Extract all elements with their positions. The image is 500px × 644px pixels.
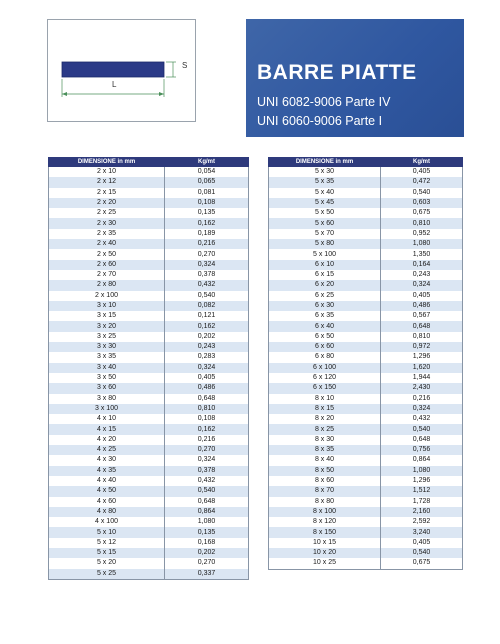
weight-cell: 0,405 [381,538,463,548]
table-row [49,260,249,270]
dimension-cell: 2 x 25 [49,208,165,218]
table-row [49,445,249,455]
weight-cell: 0,164 [381,260,463,270]
table-row [49,321,249,331]
weight-cell: 0,405 [165,373,249,383]
table-body [49,167,249,580]
table-row [49,394,249,404]
dimension-cell: 8 x 80 [269,497,381,507]
dimension-cell: 4 x 80 [49,507,165,517]
dimension-cell: 3 x 10 [49,301,165,311]
dimension-cell: 6 x 10 [269,260,381,270]
table-row [269,538,463,548]
weight-cell: 0,432 [165,280,249,290]
table-row [49,548,249,558]
weight-cell: 2,430 [381,383,463,393]
weight-cell: 0,378 [165,466,249,476]
weight-cell: 0,972 [381,342,463,352]
weight-cell: 1,296 [381,352,463,362]
arrow-right-icon [159,92,164,96]
dimension-cell: 6 x 20 [269,280,381,290]
dimension-cell: 5 x 60 [269,218,381,228]
weight-cell: 0,405 [381,291,463,301]
table-row [49,188,249,198]
weight-cell: 0,540 [381,424,463,434]
table-row [269,527,463,537]
column-header-dimension: DIMENSIONE in mm [269,158,381,167]
table-row [269,229,463,239]
table-row [49,280,249,290]
dimension-cell: 2 x 60 [49,260,165,270]
table-row [49,270,249,280]
table-row [49,569,249,580]
weight-cell: 0,486 [165,383,249,393]
weight-cell: 0,324 [381,280,463,290]
standard-line-2: UNI 6060-9006 Parte I [257,114,383,128]
flat-bar-drawing [48,20,197,123]
flat-bar-shape [62,62,164,77]
weight-cell: 0,405 [381,167,463,178]
dimension-cell: 8 x 100 [269,507,381,517]
table-row [269,198,463,208]
dimension-cell: 3 x 15 [49,311,165,321]
weight-cell: 0,202 [165,548,249,558]
weight-cell: 0,810 [165,404,249,414]
dimension-cell: 8 x 20 [269,414,381,424]
weight-cell: 0,432 [165,476,249,486]
table-row [269,311,463,321]
dimension-cell: 6 x 120 [269,373,381,383]
weight-cell: 1,080 [165,517,249,527]
weight-cell: 0,864 [165,507,249,517]
table-row [269,373,463,383]
dimension-cell: 8 x 60 [269,476,381,486]
column-header-weight: Kg/mt [165,158,249,167]
weight-cell: 0,337 [165,569,249,580]
table-row [269,424,463,434]
table-row [269,321,463,331]
table-row [49,301,249,311]
table-row [269,280,463,290]
table-row [49,404,249,414]
table-row [269,167,463,178]
table-row [49,414,249,424]
table-row [49,249,249,259]
table-row [269,486,463,496]
weight-cell: 0,135 [165,527,249,537]
dimension-cell: 4 x 25 [49,445,165,455]
weight-cell: 0,756 [381,445,463,455]
dimension-cell: 6 x 35 [269,311,381,321]
table-row [49,558,249,568]
dimension-cell: 3 x 80 [49,394,165,404]
weight-cell: 1,080 [381,239,463,249]
weight-cell: 0,324 [381,404,463,414]
weight-cell: 1,296 [381,476,463,486]
table-row [269,466,463,476]
table-row [269,249,463,259]
table-row [269,548,463,558]
dimension-cell: 8 x 25 [269,424,381,434]
arrow-left-icon [62,92,67,96]
weight-cell: 0,082 [165,301,249,311]
weight-cell: 0,540 [381,548,463,558]
page-title: BARRE PIATTE [257,61,417,84]
weight-cell: 0,648 [165,497,249,507]
dimension-label-s: S [182,61,188,70]
dimension-cell: 3 x 40 [49,363,165,373]
weight-cell: 0,216 [165,435,249,445]
dimension-cell: 3 x 50 [49,373,165,383]
dimension-cell: 5 x 30 [269,167,381,178]
weight-cell: 0,540 [381,188,463,198]
flat-bar-diagram [47,19,196,122]
table-row [269,332,463,342]
weight-cell: 0,378 [165,270,249,280]
weight-cell: 1,512 [381,486,463,496]
dimension-cell: 4 x 15 [49,424,165,434]
weight-cell: 1,350 [381,249,463,259]
dimension-cell: 2 x 30 [49,218,165,228]
weight-cell: 0,810 [381,218,463,228]
weight-cell: 0,162 [165,218,249,228]
dimension-cell: 3 x 25 [49,332,165,342]
column-header-dimension: DIMENSIONE in mm [49,158,165,167]
table-row [269,517,463,527]
table-body [269,167,463,570]
table-row [269,260,463,270]
weight-cell: 0,270 [165,249,249,259]
table-row [49,497,249,507]
dimension-cell: 8 x 120 [269,517,381,527]
weight-cell: 0,486 [381,301,463,311]
dimension-cell: 8 x 35 [269,445,381,455]
weight-cell: 0,648 [381,435,463,445]
title-panel [246,19,464,137]
weight-table-left [48,157,249,580]
table-row [269,445,463,455]
dimension-cell: 2 x 50 [49,249,165,259]
weight-cell: 0,108 [165,198,249,208]
weight-cell: 0,472 [381,177,463,187]
dimension-cell: 6 x 150 [269,383,381,393]
table-row [49,476,249,486]
dimension-cell: 5 x 100 [269,249,381,259]
weight-cell: 2,592 [381,517,463,527]
table-row [49,198,249,208]
weight-cell: 0,952 [381,229,463,239]
table-row [49,342,249,352]
weight-cell: 0,065 [165,177,249,187]
table-row [49,435,249,445]
standard-line-1: UNI 6082-9006 Parte IV [257,95,391,109]
dimension-cell: 3 x 35 [49,352,165,362]
weight-cell: 0,810 [381,332,463,342]
dimension-cell: 10 x 25 [269,558,381,569]
dimension-label-l: L [112,80,117,89]
dimension-cell: 4 x 100 [49,517,165,527]
weight-cell: 0,648 [165,394,249,404]
weight-cell: 0,189 [165,229,249,239]
table-row [269,342,463,352]
table-row [49,208,249,218]
table-row [269,239,463,249]
weight-cell: 0,567 [381,311,463,321]
weight-cell: 0,162 [165,321,249,331]
weight-cell: 0,121 [165,311,249,321]
table-row [49,239,249,249]
dimension-cell: 8 x 70 [269,486,381,496]
weight-cell: 0,054 [165,167,249,178]
table-row [49,352,249,362]
table-row [49,455,249,465]
table-row [269,301,463,311]
dimension-cell: 2 x 70 [49,270,165,280]
dimension-cell: 5 x 35 [269,177,381,187]
dimension-cell: 6 x 25 [269,291,381,301]
dimension-cell: 5 x 15 [49,548,165,558]
dimension-cell: 6 x 100 [269,363,381,373]
table-row [49,527,249,537]
weight-cell: 0,324 [165,455,249,465]
weight-cell: 0,270 [165,445,249,455]
weight-table-right [268,157,463,570]
table-row [269,497,463,507]
table-row [49,486,249,496]
dimension-cell: 8 x 30 [269,435,381,445]
dimension-cell: 8 x 15 [269,404,381,414]
table-row [269,363,463,373]
dimension-cell: 10 x 20 [269,548,381,558]
table-row [269,177,463,187]
dimension-cell: 2 x 10 [49,167,165,178]
dimension-cell: 5 x 40 [269,188,381,198]
dimension-cell: 3 x 30 [49,342,165,352]
weight-cell: 0,135 [165,208,249,218]
dimension-cell: 5 x 70 [269,229,381,239]
table-row [49,424,249,434]
table-row [269,188,463,198]
table-row [49,311,249,321]
dimension-cell: 3 x 100 [49,404,165,414]
dimension-cell: 5 x 45 [269,198,381,208]
weight-cell: 0,243 [381,270,463,280]
dimension-cell: 8 x 40 [269,455,381,465]
weight-cell: 0,168 [165,538,249,548]
weight-cell: 3,240 [381,527,463,537]
weight-cell: 0,603 [381,198,463,208]
weight-cell: 1,620 [381,363,463,373]
weight-cell: 0,432 [381,414,463,424]
dimension-cell: 6 x 40 [269,321,381,331]
weight-cell: 0,648 [381,321,463,331]
table-row [269,435,463,445]
table-row [269,414,463,424]
dimension-cell: 6 x 80 [269,352,381,362]
dimension-cell: 4 x 60 [49,497,165,507]
weight-cell: 0,108 [165,414,249,424]
dimension-cell: 8 x 10 [269,394,381,404]
table-row [49,229,249,239]
dimension-cell: 4 x 35 [49,466,165,476]
table-row [49,218,249,228]
dimension-cell: 2 x 15 [49,188,165,198]
weight-cell: 1,944 [381,373,463,383]
dimension-cell: 5 x 25 [49,569,165,580]
column-header-weight: Kg/mt [381,158,463,167]
dimension-cell: 6 x 50 [269,332,381,342]
weight-cell: 0,216 [165,239,249,249]
dimension-cell: 2 x 12 [49,177,165,187]
weight-cell: 0,283 [165,352,249,362]
weight-cell: 0,675 [381,558,463,569]
table-row [49,177,249,187]
weight-cell: 0,081 [165,188,249,198]
table-row [49,332,249,342]
table-row [269,208,463,218]
table-row [49,291,249,301]
table-row [49,373,249,383]
weight-cell: 0,324 [165,363,249,373]
dimension-cell: 4 x 40 [49,476,165,486]
dimension-cell: 5 x 80 [269,239,381,249]
table-row [269,383,463,393]
dimension-cell: 6 x 30 [269,301,381,311]
table-row [269,394,463,404]
table-row [49,507,249,517]
table-header-row [49,158,249,167]
dimension-cell: 8 x 50 [269,466,381,476]
table-row [269,404,463,414]
weight-cell: 0,540 [165,291,249,301]
weight-cell: 0,202 [165,332,249,342]
weight-cell: 0,864 [381,455,463,465]
dimension-cell: 4 x 10 [49,414,165,424]
weight-cell: 0,675 [381,208,463,218]
weight-cell: 1,728 [381,497,463,507]
table-row [269,455,463,465]
weight-cell: 0,162 [165,424,249,434]
table-row [49,538,249,548]
dimension-cell: 6 x 60 [269,342,381,352]
table-row [49,466,249,476]
weight-cell: 0,540 [165,486,249,496]
dimension-cell: 2 x 20 [49,198,165,208]
dimension-cell: 4 x 50 [49,486,165,496]
dimension-cell: 6 x 15 [269,270,381,280]
dimension-cell: 10 x 15 [269,538,381,548]
table-row [49,383,249,393]
dimension-cell: 4 x 30 [49,455,165,465]
dimension-cell: 4 x 20 [49,435,165,445]
table-row [49,167,249,178]
table-header-row [269,158,463,167]
dimension-cell: 2 x 100 [49,291,165,301]
table-row [269,218,463,228]
table-row [269,352,463,362]
dimension-cell: 8 x 150 [269,527,381,537]
weight-cell: 1,080 [381,466,463,476]
dimension-cell: 3 x 60 [49,383,165,393]
table-row [269,476,463,486]
dimension-cell: 2 x 80 [49,280,165,290]
weight-cell: 0,216 [381,394,463,404]
table-row [269,507,463,517]
table-row [269,558,463,569]
dimension-cell: 2 x 35 [49,229,165,239]
dimension-cell: 3 x 20 [49,321,165,331]
dimension-cell: 5 x 12 [49,538,165,548]
weight-cell: 0,270 [165,558,249,568]
table-row [49,517,249,527]
dimension-cell: 2 x 40 [49,239,165,249]
dimension-cell: 5 x 10 [49,527,165,537]
dimension-cell: 5 x 50 [269,208,381,218]
weight-cell: 2,160 [381,507,463,517]
table-row [269,291,463,301]
table-row [269,270,463,280]
dimension-cell: 5 x 20 [49,558,165,568]
weight-cell: 0,324 [165,260,249,270]
table-row [49,363,249,373]
weight-cell: 0,243 [165,342,249,352]
